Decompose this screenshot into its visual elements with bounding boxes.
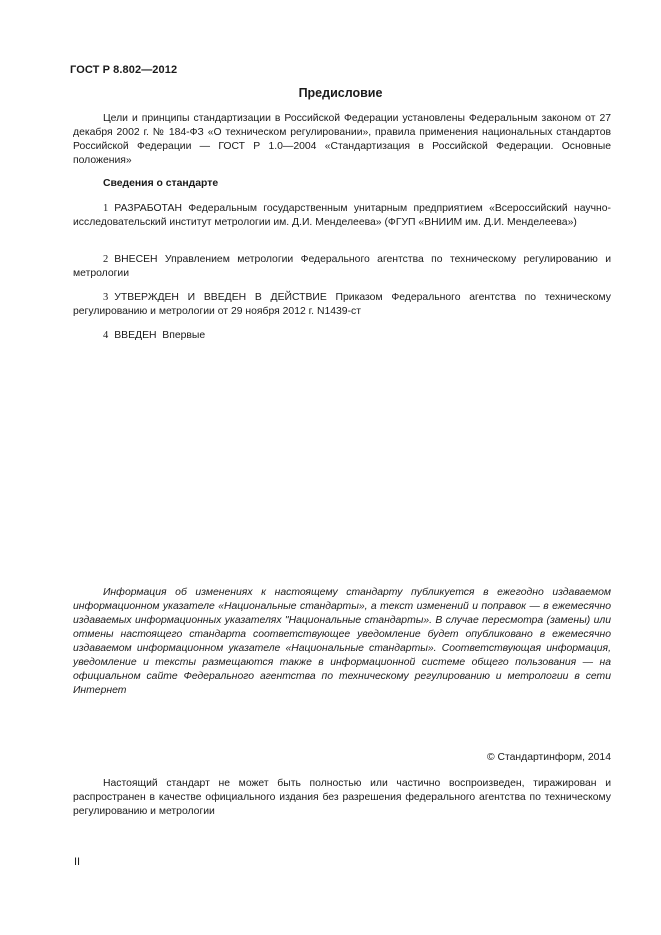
notice-paragraph: Информация об изменениях к настоящему стандарту публикуется в ежегодно издаваемом информационном указателе «Национальные стандарты», а текст изменений и поправок — в ежемесячно издаваемых информационных указателях "Национальные стандарты». В случае пересмотра (замены) или отмены настоящего стандарта соответствующее уведомление будет опубликовано в ежемесячно издаваемом информационном указателе «Национальные стандарты». Соответствующая информация, уведомление и тексты размещаются также в информационной системе общего пользования — на официальном сайте Федерального агентства по техническому регулированию и метрологии в сети Интернет <box>73 587 611 696</box>
standard-code: ГОСТ Р 8.802—2012 <box>70 64 178 76</box>
page-title: Предисловие <box>298 86 383 100</box>
list-item <box>73 291 611 319</box>
intro-paragraph: Цели и принципы стандартизации в Российской Федерации установлены Федеральным законом от 27 декабря 2002 г. № 184-ФЗ «О техническом регулировании», правила применения национальных стандартов Российской Федерации — ГОСТ Р 1.0—2004 «Стандартизация в Российской Федерации. Основные положения» <box>73 113 611 166</box>
list-item <box>73 329 611 343</box>
item-number: 3 <box>103 292 109 303</box>
item-text: ВВЕДЕН Впервые <box>114 330 206 341</box>
item-text: УТВЕРЖДЕН И ВВЕДЕН В ДЕЙСТВИЕ Приказом Федерального агентства по техническому регулированию и метрологии от 29 ноября 2012 г. N1439-ст <box>73 292 611 317</box>
item-number: 2 <box>103 254 109 265</box>
item-text: РАЗРАБОТАН Федеральным государственным унитарным предприятием «Всероссийский научно-исследовательский институт метрологии им. Д.И. Менделеева» (ФГУП «ВНИИМ им. Д.И. Менделеева») <box>73 203 611 228</box>
page-number: II <box>74 856 81 868</box>
item-text: ВНЕСЕН Управлением метрологии Федерального агентства по техническому регулированию и метрологии <box>73 254 611 279</box>
reproduction-paragraph: Настоящий стандарт не может быть полностью или частично воспроизведен, тиражирован и распространен в качестве официального издания без разрешения федерального агентства по техническому регулированию и метрологии <box>73 778 611 817</box>
item-number: 1 <box>103 203 109 214</box>
info-heading: Сведения о стандарте <box>103 178 219 189</box>
copyright-line: © Стандартинформ, 2014 <box>486 752 611 763</box>
item-number: 4 <box>103 330 109 341</box>
list-item <box>73 253 611 281</box>
list-item <box>73 202 611 230</box>
